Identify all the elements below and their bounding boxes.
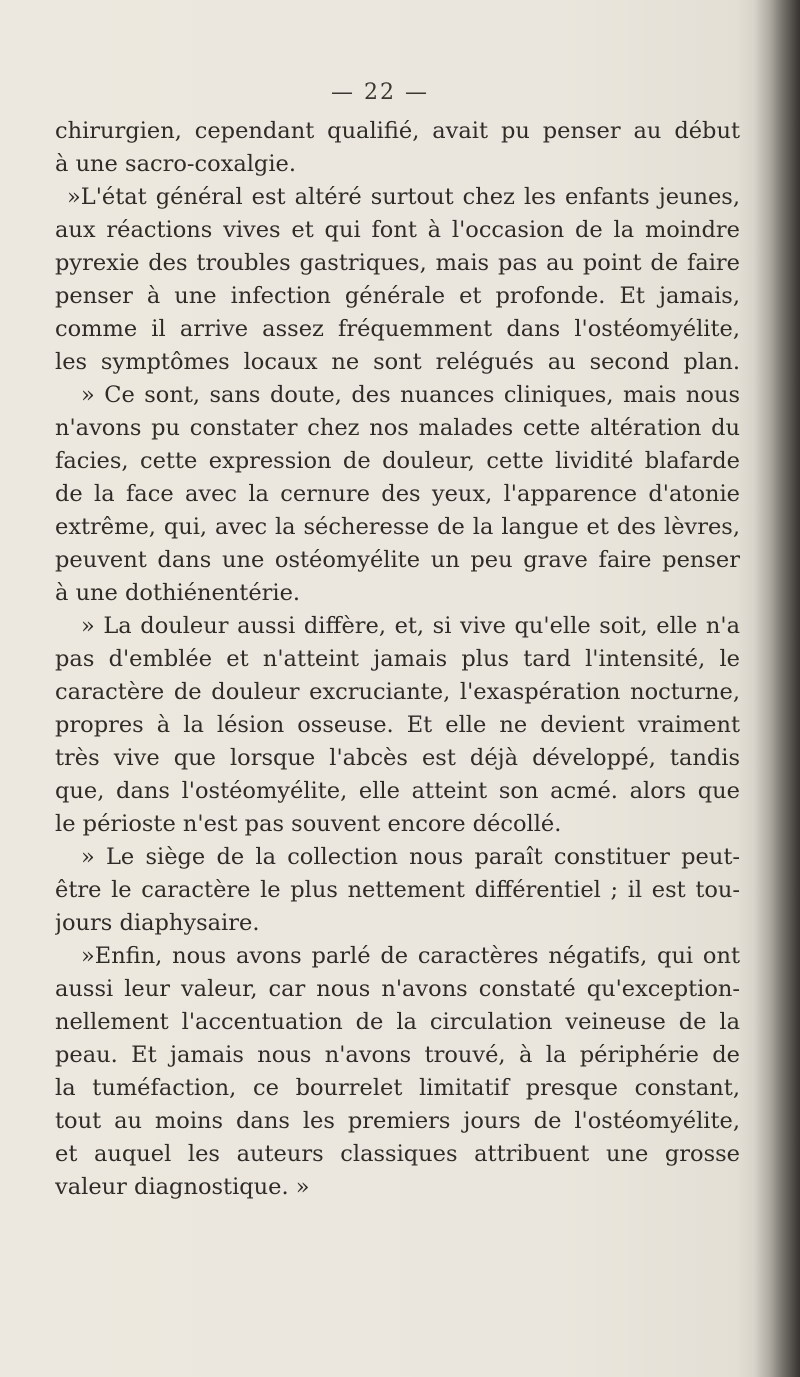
text-line: extrême, qui, avec la sécheresse de la langue et des lèvres, [55, 514, 740, 540]
text-line: nellement l'accentuation de la circulation veineuse de la [55, 1009, 740, 1035]
text-line: très vive que lorsque l'abcès est déjà développé, tandis [55, 745, 740, 771]
text-line: » Ce sont, sans doute, des nuances cliniques, mais nous [81, 382, 740, 408]
text-line: la tuméfaction, ce bourrelet limitatif presque constant, [55, 1075, 740, 1101]
text-line: caractère de douleur excruciante, l'exaspération nocturne, [55, 679, 740, 705]
text-line: peau. Et jamais nous n'avons trouvé, à la périphérie de [55, 1042, 740, 1068]
text-line: aux réactions vives et qui font à l'occasion de la moindre [55, 217, 740, 243]
text-line: » La douleur aussi diffère, et, si vive qu'elle soit, elle n'a [81, 613, 740, 639]
text-line: les symptômes locaux ne sont relégués au second plan. [55, 349, 740, 375]
text-line: tout au moins dans les premiers jours de l'ostéomyélite, [55, 1108, 740, 1134]
text-line: à une dothiénentérie. [55, 580, 301, 606]
text-line: pas d'emblée et n'atteint jamais plus tard l'intensité, le [55, 646, 740, 672]
text-line: le périoste n'est pas souvent encore décollé. [55, 811, 562, 837]
text-line: »L'état général est altéré surtout chez les enfants jeunes, [67, 184, 740, 210]
page-binding-shadow [754, 0, 800, 1377]
body-text [55, 115, 740, 1204]
text-line: n'avons pu constater chez nos malades cette altération du [55, 415, 740, 441]
page-number: — 22 — [331, 80, 429, 105]
text-line: facies, cette expression de douleur, cette lividité blafarde [55, 448, 740, 474]
text-line: et auquel les auteurs classiques attribuent une grosse [55, 1141, 740, 1167]
text-line: chirurgien, cependant qualifié, avait pu penser au début [55, 118, 740, 144]
text-line: propres à la lésion osseuse. Et elle ne devient vraiment [55, 712, 740, 738]
text-line: de la face avec la cernure des yeux, l'apparence d'atonie [55, 481, 740, 507]
text-line: jours diaphysaire. [55, 910, 260, 936]
text-line: »Enfin, nous avons parlé de caractères négatifs, qui ont [81, 943, 740, 969]
text-line: aussi leur valeur, car nous n'avons constaté qu'exception- [55, 976, 740, 1002]
text-line: comme il arrive assez fréquemment dans l'ostéomyélite, [55, 316, 740, 342]
text-line: pyrexie des troubles gastriques, mais pas au point de faire [55, 250, 740, 276]
text-line: que, dans l'ostéomyélite, elle atteint son acmé. alors que [55, 778, 740, 804]
text-line: » Le siège de la collection nous paraît constituer peut- [81, 844, 740, 870]
text-line: penser à une infection générale et profonde. Et jamais, [55, 283, 740, 309]
text-line: peuvent dans une ostéomyélite un peu grave faire penser [55, 547, 740, 573]
text-line: être le caractère le plus nettement différentiel ; il est tou- [55, 877, 740, 903]
text-line: valeur diagnostique. » [55, 1174, 310, 1200]
text-line: à une sacro-coxalgie. [55, 151, 296, 177]
